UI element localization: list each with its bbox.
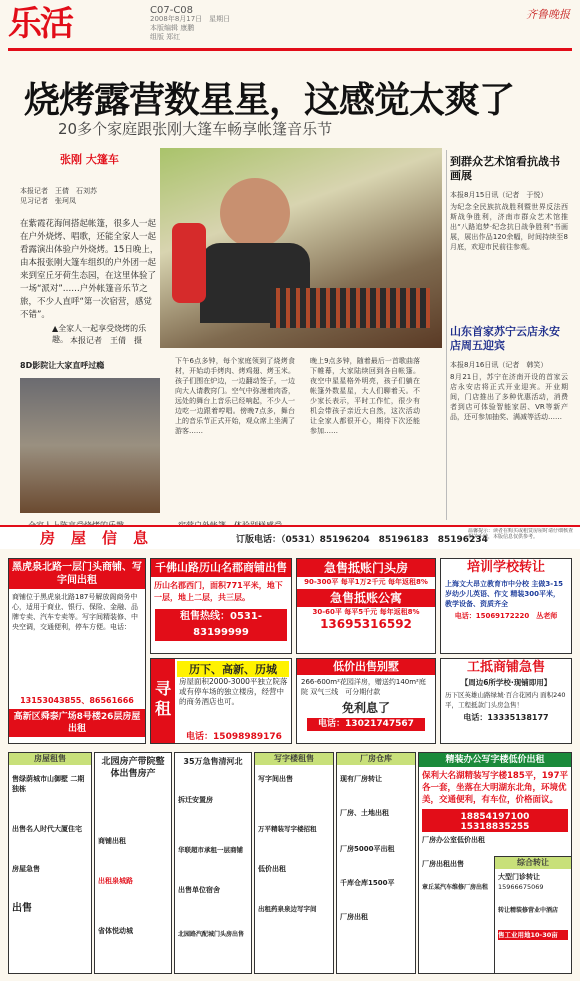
byline-line: 见习记者 张珂凤 (20, 197, 76, 205)
ad1-text: 商铺位于黑虎泉北路187号解放阁商务中心，适用于商业、银行、保险、金融、品牌专卖、汽车专卖等。写字间精装修、中央空调，交通便利，停车方便。电话： (12, 593, 138, 631)
sidebar-story1-title: 到群众艺术馆看抗战书画展 (450, 155, 560, 182)
sidebar-story2-byline: 本报8月16日讯（记者 韩笑） (450, 361, 548, 369)
photo-caption: ▲全家人一起享受烧烤的乐趣。 (52, 324, 147, 344)
section-logo: 乐活 (8, 4, 72, 44)
classified-item: 大型门诊转让 (498, 873, 540, 881)
classified-item: 北园路汽配城门头房出售 (178, 931, 245, 938)
classified-item: 厂房5000平出租 (340, 845, 395, 853)
ad5-tel: 电话：13021747567 (307, 718, 425, 731)
classified-col-3-head: 35万急售清河北 (183, 757, 243, 766)
photo-red-chair (172, 223, 206, 303)
column-logo (60, 148, 140, 172)
classified-item: 厂房出租 (340, 913, 368, 921)
article-col-3: 晚上9点多钟，随着最后一首歌曲落下帷幕，大家陆续回到各自帐篷。夜空中星星格外明亮，孩子们躺在帐篷外数星星，大人们聊着天。不少家长表示，平时工作忙，很少有机会带孩子亲近大自然，这次活动让全家人都很开心，期待下次还能参加…… (310, 357, 420, 435)
classified-item: 售工业用地10-30亩 (498, 930, 568, 940)
photo-person-head (220, 178, 290, 248)
classified-col-3-list (175, 770, 251, 943)
ad2-tel: 租售热线：0531-83199999 (155, 609, 287, 641)
ad4-title-2: 急售抵账公寓 (297, 589, 435, 607)
classified-item: 万平精装写字楼招租 (258, 825, 317, 833)
ad-block-6 (440, 558, 572, 654)
classified-item: 省体悦动城 (98, 927, 133, 935)
ads-order-phone (236, 532, 488, 545)
ad4-title: 急售抵账门头房 (297, 559, 435, 577)
classified-item: 千库仓库1500平 (340, 879, 395, 887)
classified-item: 房屋急售 (12, 865, 40, 873)
classified-col-2-head: 北园房产带院整体出售房产 (101, 757, 165, 779)
ad-block-4 (296, 558, 436, 654)
masthead-rule (8, 48, 572, 51)
ads-section-title: 房屋信息 (40, 529, 165, 547)
classified-item: 厂房办公室低价出租 (422, 836, 485, 844)
ad-block-7 (440, 658, 572, 744)
byline (20, 186, 150, 206)
classified-col-1 (8, 752, 92, 974)
classified-item: 出售名人时代大厦住宅 (12, 825, 82, 833)
editor-credit: 本版编辑 康鹏 (150, 24, 195, 32)
ad-block-5 (296, 658, 436, 744)
classified-item: 售绿荫城市山御墅 二期独栋 (12, 775, 85, 793)
article-headline: 烧烤露营数星星，这感觉太爽了 (24, 80, 515, 121)
classified-col-5 (336, 752, 416, 974)
column-logo-text: 张刚 大篷车 (60, 153, 119, 166)
classified-item: 低价出租 (258, 865, 286, 873)
page-numbers: C07-C08 (150, 5, 194, 16)
ad7-text: 历下区英雄山路绿城·百合花园内 面积240平，工程抵款门头房急售！ (445, 691, 566, 709)
classified-item: 出售 (12, 903, 32, 914)
ad6-text: 上海文大昂立教育市中分校 主做3-15岁幼少儿英语、作文 精装300平米，教学设备、资质齐全 (445, 580, 563, 608)
main-photo (160, 148, 442, 348)
ad6-tel: 电话：15069172220 丛老师 (454, 612, 558, 620)
newspaper-brand: 齐鲁晚报 (526, 8, 570, 21)
classified-col-4 (254, 752, 334, 974)
classified-col-6-head: 精装办公写字楼低价出租 (419, 753, 571, 767)
classified-col-4-list (255, 765, 333, 917)
ad1-title: 黑虎泉北路一层门头商铺、写字间出租 (9, 559, 145, 589)
classified-col-7-head: 综合转让 (495, 857, 571, 869)
classified-item: 商铺出租 (98, 837, 126, 845)
ad3-side: 寻租 (151, 659, 175, 744)
sidebar-story1-text: 为纪念全民族抗战胜利暨世界反法西斯战争胜利，济南市群众艺术馆推出“八路追梦·纪念抗日战争胜利”书画展，展出作品120余幅，时间持续至8月底，欢迎市民前往参观。 (450, 203, 568, 251)
classified-item: 现有厂房转让 (340, 775, 382, 783)
classified-col-4-head: 写字楼租售 (255, 753, 333, 765)
ad3-text: 房屋面积2000-3000平独立院落或有停车场的独立楼房，经营中的商务酒店也可。 (179, 677, 288, 706)
photo-credit: 本报记者 王倩 摄 (70, 336, 142, 345)
ad7-tel: 电话：13335138177 (463, 713, 549, 722)
ad5-big: 免利息了 (341, 701, 390, 715)
bottom-left-photo (20, 378, 160, 513)
ad7-title: 工抵商铺急售 (466, 660, 545, 675)
classified-col-2-list (95, 783, 171, 939)
article-subhead: 20多个家庭跟张刚大篷车畅享帐篷音乐节 (58, 120, 333, 138)
article-lead: 在紫霞花海间搭起帐篷，很多人一起在户外烧烤、唱歌，还能全家人一起看露演出体验户外烧烤。15日晚上，由本报张刚大篷车组织的户外团一起来到室丘牙荷生态园，在这里体验了一场“派对”……户外帐篷音乐节之旅，不少人直呼“第一次宿营，感觉不错”。 (20, 219, 159, 320)
ads-tel-numbers: （0531）85196204 85196183 85196234 (281, 535, 488, 545)
masthead-meta (150, 6, 230, 42)
classified-col-5-list (337, 765, 415, 925)
ads-tel-label: 订版电话： (236, 535, 282, 545)
ad5-title: 低价出售别墅 (297, 659, 435, 675)
ad4-line-2: 30-60平 每平5千元 每年返租8% (312, 608, 420, 616)
classified-item: 拆迁安置房 (178, 796, 213, 804)
ad5-text: 266-600m²花园洋房，赠送约140m²庭院 双气三线 可分期付款 (301, 678, 426, 696)
ad4-tel: 13695316592 (320, 617, 412, 631)
ad6-title: 培训学校转让 (466, 560, 545, 575)
ad-block-2 (150, 558, 292, 654)
classified-col-3 (174, 752, 252, 974)
classified-item: 出租泉城路 (98, 877, 133, 885)
classified-col-2 (94, 752, 172, 974)
classified-item: 写字间出售 (258, 775, 293, 783)
classified-item: 出租药泉泉边写字间 (258, 905, 317, 913)
classified-item: 厂房、土地出租 (340, 809, 389, 817)
ad-block-1 (8, 558, 146, 744)
ad2-text: 历山名郡西门，面积771平米，地下一层，地上二层，共三层。 (154, 581, 283, 602)
classified-item: 章丘某汽车维修厂房出租 (422, 884, 489, 891)
ad1-sub: 高新区舜泰广场8号楼26层房屋出租 (9, 709, 145, 737)
ad4-line: 90-300平 每平1万2千元 每年返租8% (304, 578, 428, 586)
classified-item: 转让精装修营业中酒店 (498, 907, 559, 914)
classified-col-1-list (9, 765, 91, 917)
classified-item: 华联超市承租一层商铺 (178, 846, 243, 854)
classified-item: 厂房出租出售 (422, 860, 464, 868)
ad1-tel: 13153043855、86561666 (20, 696, 134, 705)
article-section-head: 8D影院让大家直呼过瘾 (20, 361, 105, 370)
issue-date: 2008年8月17日 星期日 (150, 15, 231, 23)
classified-col-6-text: 保利大名湖精装写字楼185平，197平各一套，坐落在大明湖东北角，环境优美，交通便利，有车位，价格面议。 (422, 771, 568, 805)
ad-block-3 (150, 658, 292, 744)
ad2-title: 千佛山路历山名郡商铺出售 (151, 559, 291, 577)
sidebar-story2-text: 8月21日，苏宁在济南开设的首家云店永安店将正式开业迎宾。开业期间，门店推出了多种优惠活动，消费者到店可体验智能家居、VR等新产品，还可参加抽奖、满减等活动…… (450, 373, 568, 421)
article-col-2: 下午6点多钟，每个家庭领到了烧烤食材，开始动手烤肉、烤鸡翅、烤玉米。孩子们围在炉边，一边翻动签子，一边向大人请教窍门。空气中弥漫着肉香，远处的舞台上音乐已经响起，不少人一边吃一边跟着哼唱。傍晚7点多，舞台上的音乐节正式开始，观众席上坐满了游客…… (175, 357, 295, 435)
classified-col-6-tel: 18854197100 15318835255 (422, 809, 568, 832)
ad3-tel: 电话：15098989176 (186, 732, 282, 742)
classified-col-7-tel: 15966675069 (498, 883, 544, 891)
classified-col-7-list (495, 869, 571, 943)
sidebar-story2-title: 山东首家苏宁云店永安店周五迎宾 (450, 325, 560, 352)
photo-grill (270, 288, 430, 328)
ads-notice: 温馨提示：读者在购买或租赁房屋时请仔细核查相关手续，本版信息仅供参考。 (468, 528, 574, 540)
sidebar-story1-byline: 本报8月15日讯（记者 于悦） (450, 191, 548, 199)
classified-col-5-head: 厂房仓库 (337, 753, 415, 765)
byline-line: 本报记者 王倩 石刘苏 (20, 187, 97, 195)
classified-col-1-head: 房屋租售 (9, 753, 91, 765)
classified-col-7 (494, 856, 572, 974)
design-credit: 组版 郑红 (150, 33, 181, 41)
ad3-title: 历下、高新、历城 (177, 661, 289, 677)
ad7-sub: 【周边6所学校·现铺即用】 (460, 678, 552, 687)
classified-item: 出售单位宿舍 (178, 886, 220, 894)
sidebar-divider (446, 150, 447, 520)
